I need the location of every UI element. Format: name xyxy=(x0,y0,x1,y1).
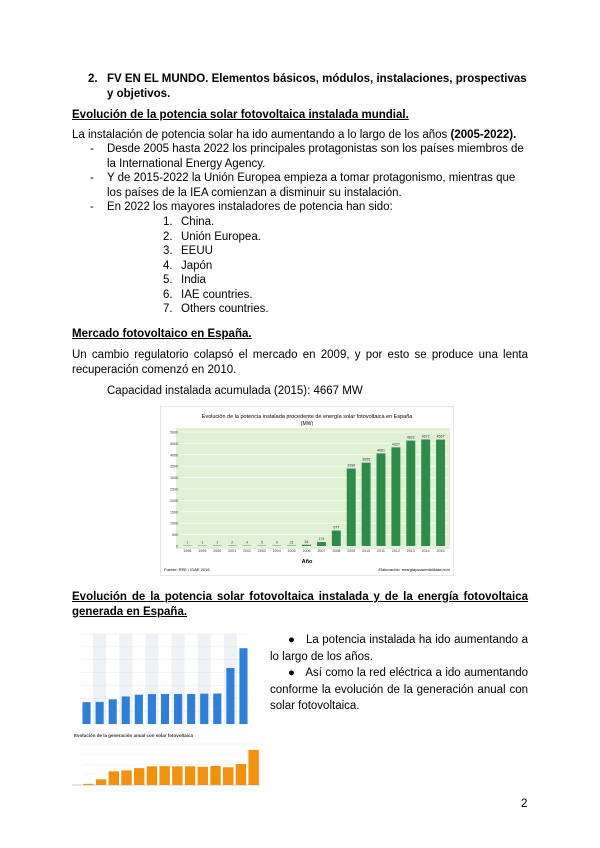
chart2-bar xyxy=(161,694,169,724)
world-intro xyxy=(72,128,532,143)
chart-xtick-label: 1999 xyxy=(198,549,207,553)
chart3-bar xyxy=(185,766,195,785)
chart2-bar xyxy=(109,699,117,724)
chart-data-label: 4667 xyxy=(436,434,445,439)
chart2-bar xyxy=(135,695,143,724)
chart3-bar xyxy=(159,766,169,785)
chart-subtitle: (MW) xyxy=(300,421,314,427)
chart-data-label: 4 xyxy=(246,540,248,545)
chart-xtick-label: 2005 xyxy=(287,549,296,553)
chart-xtick-label: 2001 xyxy=(228,549,237,553)
chart-data-label: 1 xyxy=(186,540,189,545)
chart3-bar xyxy=(121,770,131,785)
chart-xtick-label: 2008 xyxy=(332,549,341,553)
chart-ytick-label: 2000 xyxy=(170,498,178,503)
chart-data-label: 2 xyxy=(231,540,234,545)
section2-heading: Evolución de la potencia solar fotovoltaica instalada y de la energía fotovoltaica generada en España. xyxy=(72,591,528,618)
chart-data-label: 677 xyxy=(333,525,340,530)
chart-xtick-label: 2014 xyxy=(421,549,430,553)
section-title xyxy=(88,72,533,101)
page-number: 2 xyxy=(521,798,528,810)
ranking-item: 4. Japón xyxy=(163,259,213,272)
chart-bar xyxy=(347,469,356,546)
chart-xtick-label: 2003 xyxy=(257,549,266,553)
chart3-bar xyxy=(223,767,233,785)
chart-bar xyxy=(421,439,430,546)
chart3-bar xyxy=(236,764,246,785)
chart-bar xyxy=(362,463,371,546)
chart2-bar xyxy=(213,694,221,724)
chart2-bar xyxy=(226,668,234,724)
chart2-bar xyxy=(122,696,130,724)
chart-data-label: 54 xyxy=(304,539,309,544)
chart2-bar xyxy=(200,694,208,724)
chart3-title: Evolución de la generación anual con solar fotovoltaica xyxy=(74,733,194,738)
chart-credit: Elaboración: energiaysostenibilidad.com xyxy=(378,567,450,572)
world-heading: Evolución de la potencia solar fotovoltaica instalada mundial. xyxy=(72,109,409,121)
chart2-bar xyxy=(174,694,182,724)
chart-xtick-label: 2002 xyxy=(243,549,251,553)
chart3-bar xyxy=(96,779,106,785)
spain-paragraph: Un cambio regulatorio colapsó el mercado en 2009, y por esto se produce una lenta recuperación comenzó en 2010. xyxy=(72,349,528,376)
chart-ytick-label: 2500 xyxy=(170,487,178,492)
chart-xtick-label: 1998 xyxy=(183,549,192,553)
chart2-bar xyxy=(96,702,104,724)
ranking-item: 3. EEUU xyxy=(163,245,213,257)
world-intro-years: (2005-2022). xyxy=(450,129,517,141)
chart-data-label: 4061 xyxy=(377,448,385,453)
chart-ytick-label: 1000 xyxy=(170,521,178,526)
chart-ytick-label: 1500 xyxy=(170,510,178,515)
chart3-bar xyxy=(198,767,208,785)
chart-ytick-label: 4000 xyxy=(170,453,178,458)
world-bullets xyxy=(90,142,530,215)
chart-source: Fuente: REE / IDAE 2016 xyxy=(164,567,210,572)
world-bullet: - Desde 2005 hasta 2022 los principales protagonistas son los países miembros de la International Energy Agency. xyxy=(90,143,524,170)
chart2-bar xyxy=(82,702,90,724)
chart-data-label: 3398 xyxy=(347,463,356,468)
chart3-bar xyxy=(147,766,157,785)
section2-bullets xyxy=(270,632,528,715)
ranking-list xyxy=(163,215,363,317)
chart-bar xyxy=(317,542,326,546)
chart2-bar xyxy=(148,694,156,724)
chart-xtick-label: 2009 xyxy=(347,549,356,553)
spain-capacity-chart xyxy=(160,406,454,576)
chart3-bar xyxy=(172,766,182,785)
chart-ytick-label: 0 xyxy=(176,544,178,549)
spain-generation-chart xyxy=(72,730,260,786)
chart-bar xyxy=(406,441,415,546)
capacity-text: Capacidad instalada acumulada (2015): 4667 MW xyxy=(107,385,363,397)
section2-bullet-text: Así como la red eléctrica a ido aumentando conforme la evolución de la generación anual con solar fotovoltaica. xyxy=(270,667,529,712)
chart-xtick-label: 2000 xyxy=(213,549,222,553)
chart-data-label: 1 xyxy=(201,540,204,545)
chart-bar xyxy=(391,447,400,546)
chart-ytick-label: 5000 xyxy=(170,430,178,435)
chart-data-label: 21 xyxy=(289,540,294,545)
world-bullet-text: Desde 2005 hasta 2022 los principales protagonistas son los países miembros de la International Energy Agency. xyxy=(107,143,524,170)
chart-data-label: 174 xyxy=(318,537,325,542)
world-bullet: - En 2022 los mayores instaladores de potencia han sido: xyxy=(90,201,393,213)
ranking-item: 7. Others countries. xyxy=(163,303,269,315)
world-bullet: - Y de 2015-2022 la Unión Europea empieza a tomar protagonismo, mientras que los países de la IEA comienzan a disminuir su instalación. xyxy=(90,172,516,199)
ranking-item: 1. China. xyxy=(163,216,215,228)
world-bullet-text: Y de 2015-2022 la Unión Europea empieza a tomar protagonismo, mientras que los países de la IEA comienzan a disminuir su instalación. xyxy=(107,172,516,199)
chart-ytick-label: 4500 xyxy=(170,441,178,446)
chart-ytick-label: 3000 xyxy=(170,476,178,481)
chart3-bar xyxy=(248,750,258,785)
chart-bar xyxy=(377,453,386,546)
section2-bullet-text: La potencia instalada ha ido aumentando a lo largo de los años. xyxy=(270,634,528,663)
chart3-bar xyxy=(109,771,119,785)
chart-ytick-label: 500 xyxy=(172,533,178,538)
chart-xtick-label: 2015 xyxy=(436,549,445,553)
chart3-bar xyxy=(210,766,220,785)
chart-xtick-label: 2010 xyxy=(362,549,371,553)
chart-data-label: 1 xyxy=(216,540,219,545)
section2-bullet: ● La potencia instalada ha ido aumentando a lo largo de los años. xyxy=(270,634,528,663)
section-title-text: FV EN EL MUNDO. Elementos básicos, módulos, instalaciones, prospectivas y objetivos. xyxy=(107,73,527,100)
section2-bullet: ● Así como la red eléctrica a ido aumentando conforme la evolución de la generación anual con solar fotovoltaica. xyxy=(270,667,529,712)
spain-heading: Mercado fotovoltaico en España. xyxy=(72,328,252,340)
chart-xlabel: Año xyxy=(301,559,313,565)
world-bullet-text: En 2022 los mayores instaladores de potencia han sido: xyxy=(107,201,393,213)
chart-bar xyxy=(436,440,445,546)
chart-xtick-label: 2004 xyxy=(272,549,281,553)
chart-data-label: 4327 xyxy=(391,442,400,447)
section-number: 2. xyxy=(88,73,98,85)
chart3-bar xyxy=(134,768,144,785)
world-intro-text: La instalación de potencia solar ha ido aumentando a lo largo de los años xyxy=(72,129,451,141)
chart-data-label: 5 xyxy=(260,540,263,545)
ranking-item: 2. Unión Europea. xyxy=(163,230,261,243)
chart-ytick-label: 3500 xyxy=(170,464,178,469)
chart-data-label: 4622 xyxy=(406,435,415,440)
chart2-bar xyxy=(187,694,195,724)
ranking-item: 6. IAE countries. xyxy=(163,288,253,301)
chart-bar xyxy=(332,531,341,546)
chart-xtick-label: 2011 xyxy=(377,549,385,553)
chart-title: Evolución de la potencia instalada procedente de energía solar fotovoltaica en España xyxy=(201,414,413,420)
ranking-item: 5. India xyxy=(163,274,206,286)
chart-bar xyxy=(302,545,311,546)
chart-xtick-label: 2012 xyxy=(391,549,400,553)
chart-xtick-label: 2013 xyxy=(406,549,415,553)
chart-xtick-label: 2006 xyxy=(302,549,311,553)
chart-xtick-label: 2007 xyxy=(317,549,326,553)
chart-data-label: 9 xyxy=(275,540,278,545)
chart-data-label: 4672 xyxy=(421,434,430,439)
chart-data-label: 3655 xyxy=(362,457,371,462)
chart2-bar xyxy=(239,648,247,724)
spain-installed-chart xyxy=(72,628,260,730)
